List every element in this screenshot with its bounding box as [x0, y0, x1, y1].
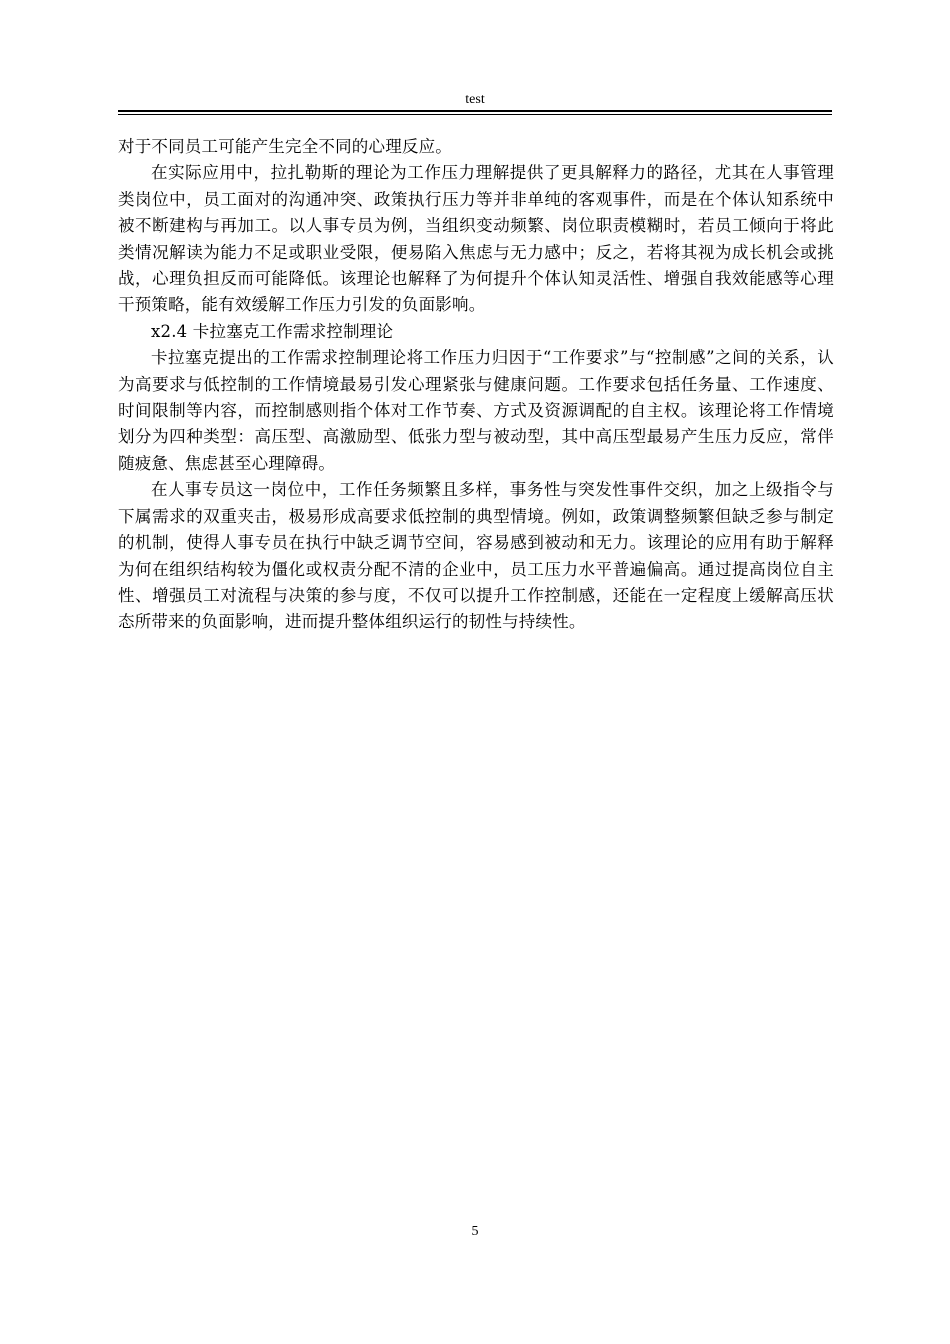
- paragraph-lazarus-application: 在实际应用中，拉扎勒斯的理论为工作压力理解提供了更具解释力的路径，尤其在人事管理类岗位中，员工面对的沟通冲突、政策执行压力等并非单纯的客观事件，而是在个体认知系统中被不断建构与再加工。以人事专员为例，当组织变动频繁、岗位职责模糊时，若员工倾向于将此类情况解读为能力不足或职业受限，便易陷入焦虑与无力感中；反之，若将其视为成长机会或挑战，心理负担反而可能降低。该理论也解释了为何提升个体认知灵活性、增强自我效能感等心理干预策略，能有效缓解工作压力引发的负面影响。: [118, 163, 834, 315]
- body-text: [118, 134, 834, 636]
- section-heading: x2.4 卡拉塞克工作需求控制理论: [151, 321, 394, 341]
- page-number: 5: [471, 1224, 479, 1239]
- paragraph-karasek-theory: 卡拉塞克提出的工作需求控制理论将工作压力归因于“工作要求”与“控制感”之间的关系，认为高要求与低控制的工作情境最易引发心理紧张与健康问题。工作要求包括任务量、工作速度、时间限制等内容，而控制感则指个体对工作节奏、方式及资源调配的自主权。该理论将工作情境划分为四种类型：高压型、高激励型、低张力型与被动型，其中高压型最易产生压力反应，常伴随疲惫、焦虑甚至心理障碍。: [118, 348, 834, 473]
- paragraph-karasek-application: 在人事专员这一岗位中，工作任务频繁且多样，事务性与突发性事件交织，加之上级指令与下属需求的双重夹击，极易形成高要求低控制的典型情境。例如，政策调整频繁但缺乏参与制定的机制，使得人事专员在执行中缺乏调节空间，容易感到被动和无力。该理论的应用有助于解释为何在组织结构较为僵化或权责分配不清的企业中，员工压力水平普遍偏高。通过提高岗位自主性、增强员工对流程与决策的参与度，不仅可以提升工作控制感，还能在一定程度上缓解高压状态所带来的负面影响，进而提升整体组织运行的韧性与持续性。: [118, 480, 834, 632]
- header-rule-thick: [118, 110, 832, 112]
- header-rule-thin: [118, 114, 832, 115]
- running-header: test: [465, 92, 485, 107]
- paragraph-continuation: 对于不同员工可能产生完全不同的心理反应。: [118, 137, 452, 156]
